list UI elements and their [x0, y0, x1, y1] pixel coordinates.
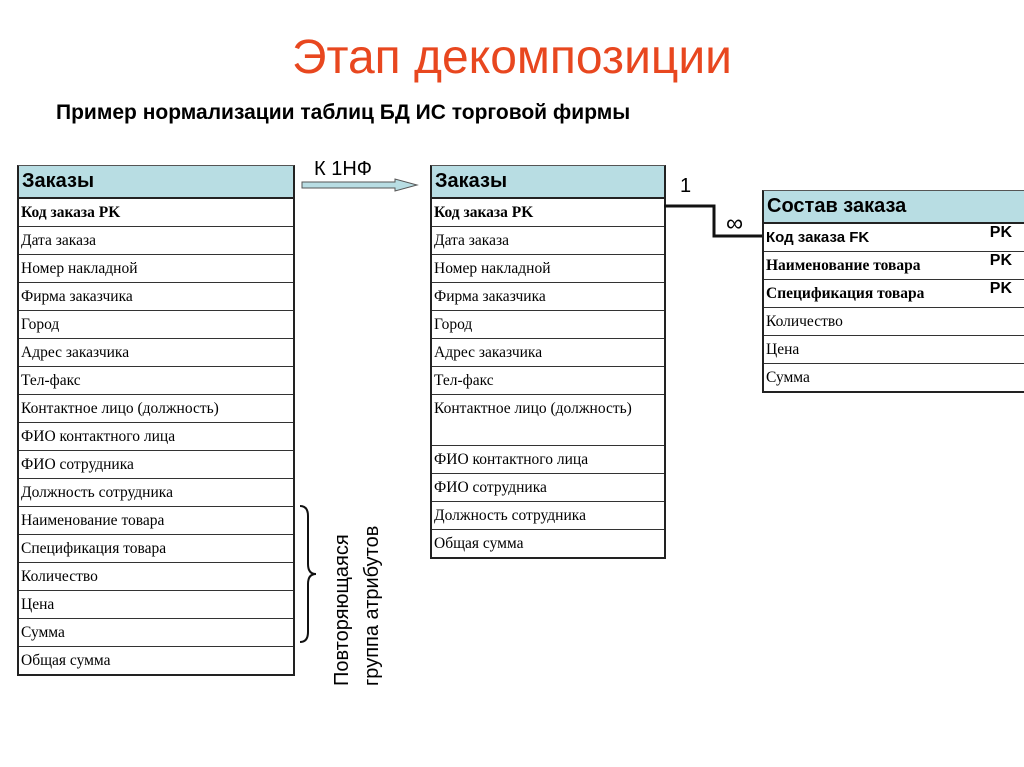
table-row	[764, 224, 1024, 252]
arrow-label: К 1НФ	[314, 158, 372, 180]
table-row: Фирма заказчика	[19, 283, 293, 311]
bracket-label-line2: группа атрибутов	[361, 525, 383, 686]
table-row: Количество	[19, 563, 293, 591]
table-row: Должность сотрудника	[19, 479, 293, 507]
table-row: Тел-факс	[432, 367, 664, 395]
table-row: ФИО сотрудника	[19, 451, 293, 479]
table-row	[764, 280, 1024, 308]
field-name: Сумма	[766, 369, 810, 386]
table-row: Должность сотрудника	[432, 502, 664, 530]
table-row: Тел-факс	[19, 367, 293, 395]
slide-title: Этап декомпозиции	[292, 31, 732, 84]
table-row: Наименование товара	[19, 507, 293, 535]
relation-one: 1	[680, 175, 692, 197]
table-row: Общая сумма	[434, 535, 524, 552]
table-row	[764, 364, 1024, 391]
table-row	[764, 308, 1024, 336]
table-row: ФИО сотрудника	[432, 474, 664, 502]
table-header: Заказы	[19, 166, 293, 199]
table-row: Цена	[19, 591, 293, 619]
orders-table-1nf	[430, 165, 666, 559]
relation-many: ∞	[726, 210, 744, 237]
table-row: Общая сумма	[21, 652, 111, 669]
arrow-icon	[300, 178, 420, 194]
field-name: Наименование товара	[766, 257, 921, 274]
pk-badge: PK	[989, 252, 1012, 269]
table-row: Фирма заказчика	[432, 283, 664, 311]
table-header: Заказы	[432, 166, 664, 199]
field-name: Количество	[766, 313, 843, 330]
orders-table-unnormalized	[17, 165, 295, 676]
table-header: Состав заказа	[764, 191, 1024, 224]
brace-icon	[296, 504, 320, 644]
bracket-label-line1: Повторяющаяся	[331, 534, 353, 686]
table-row: Дата заказа	[19, 227, 293, 255]
field-name: Спецификация товара	[766, 285, 925, 302]
table-row: Адрес заказчика	[19, 339, 293, 367]
table-row: Код заказа PK	[432, 199, 664, 227]
relationship-line	[664, 200, 764, 240]
table-row: Адрес заказчика	[432, 339, 664, 367]
table-row: Код заказа PK	[19, 199, 293, 227]
table-row: Номер накладной	[432, 255, 664, 283]
table-row: Контактное лицо (должность)	[19, 395, 293, 423]
pk-badge: PK	[989, 224, 1012, 241]
table-row: Спецификация товара	[19, 535, 293, 563]
pk-badge: PK	[989, 280, 1012, 297]
table-row	[764, 252, 1024, 280]
table-row: Номер накладной	[19, 255, 293, 283]
table-row: ФИО контактного лица	[432, 446, 664, 474]
field-name: Код заказа FK	[766, 229, 870, 246]
slide-subtitle: Пример нормализации таблиц БД ИС торговой фирмы	[56, 101, 631, 124]
table-row: Дата заказа	[432, 227, 664, 255]
table-row: ФИО контактного лица	[19, 423, 293, 451]
order-items-table	[762, 190, 1024, 393]
table-row: Контактное лицо (должность)	[432, 395, 664, 446]
table-row: Город	[19, 311, 293, 339]
table-row	[764, 336, 1024, 364]
table-row: Сумма	[19, 619, 293, 647]
table-row: Город	[432, 311, 664, 339]
field-name: Цена	[766, 341, 800, 358]
